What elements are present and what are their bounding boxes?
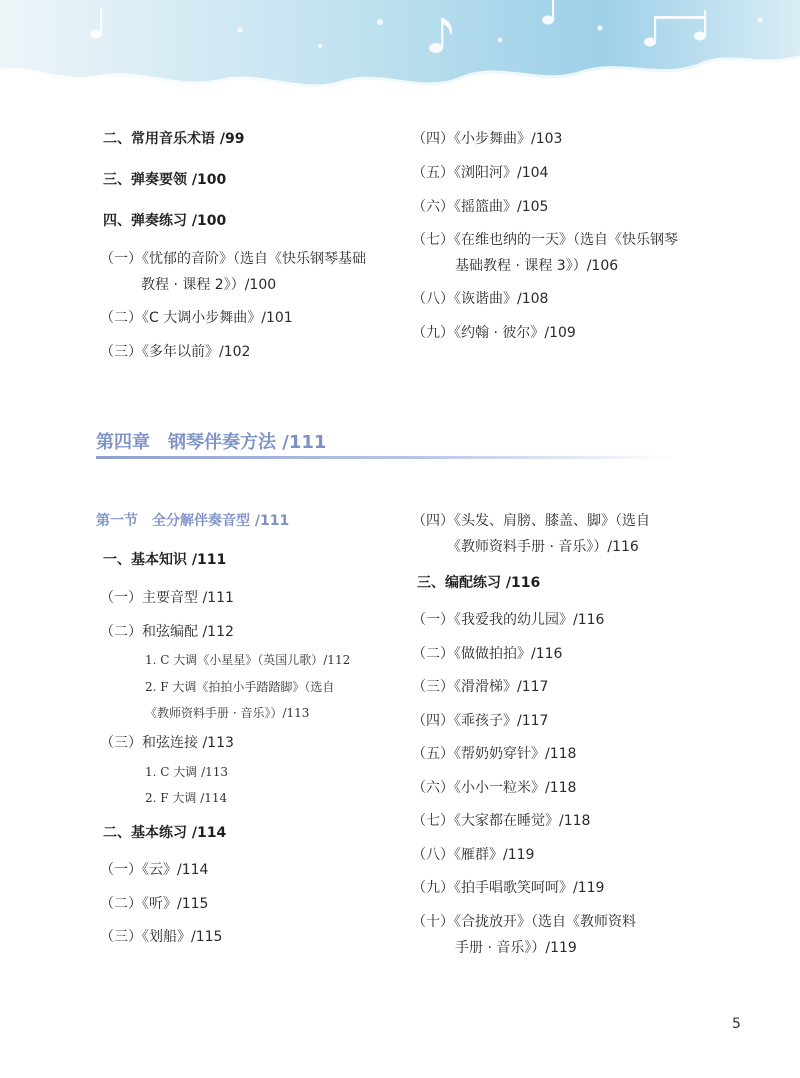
toc-entry[interactable]: （七）《大家都在睡觉》/118 xyxy=(412,813,591,829)
toc-entry[interactable]: （一）《忧郁的音阶》（选自《快乐钢琴基础 xyxy=(100,251,366,267)
toc-entry[interactable]: （五）《浏阳河》/104 xyxy=(412,165,549,181)
toc-entry-continued[interactable]: 基础教程 · 课程 3》）/106 xyxy=(455,258,619,274)
toc-entry[interactable]: （三）和弦连接 /113 xyxy=(100,735,234,751)
toc-entry[interactable]: 1. C 大调 /113 xyxy=(145,765,229,779)
toc-entry[interactable]: （二）《听》/115 xyxy=(100,896,209,912)
chapter-heading[interactable]: 第四章 钢琴伴奏方法 /111 xyxy=(96,432,327,453)
toc-entry[interactable]: （三）《多年以前》/102 xyxy=(100,344,251,360)
toc-entry[interactable]: 2. F 大调 /114 xyxy=(145,791,228,805)
toc-entry[interactable]: （一）主要音型 /111 xyxy=(100,590,234,606)
page-number: 5 xyxy=(732,1016,741,1032)
chapter-divider xyxy=(96,456,676,459)
toc-entry[interactable]: （三）《划船》/115 xyxy=(100,929,223,945)
toc-entry[interactable]: 一、基本知识 /111 xyxy=(103,552,227,568)
toc-entry[interactable]: （三）《滑滑梯》/117 xyxy=(412,679,549,695)
toc-entry[interactable]: （二）《做做拍拍》/116 xyxy=(412,646,563,662)
toc-entry[interactable]: （四）《头发、肩膀、膝盖、脚》（选自 xyxy=(412,513,650,529)
toc-entry[interactable]: 三、弹奏要领 /100 xyxy=(103,172,227,188)
toc-entry[interactable]: （一）《我爱我的幼儿园》/116 xyxy=(412,612,605,628)
toc-entry-continued[interactable]: 教程 · 课程 2》）/100 xyxy=(141,277,277,293)
toc-entry[interactable]: （七）《在维也纳的一天》（选自《快乐钢琴 xyxy=(412,232,678,248)
toc-entry[interactable]: （九）《拍手唱歌笑呵呵》/119 xyxy=(412,880,605,896)
toc-entry[interactable]: 1. C 大调《小星星》（英国儿歌）/112 xyxy=(145,653,351,667)
toc-entry[interactable]: （四）《乖孩子》/117 xyxy=(412,713,549,729)
toc-entry[interactable]: （八）《诙谐曲》/108 xyxy=(412,291,549,307)
toc-entry[interactable]: （六）《摇篮曲》/105 xyxy=(412,199,549,215)
toc-entry[interactable]: （一）《云》/114 xyxy=(100,862,209,878)
toc-entry[interactable]: 2. F 大调《拍拍小手踏踏脚》（选自 xyxy=(145,680,335,694)
toc-entry-continued[interactable]: 《教师资料手册 · 音乐》）/113 xyxy=(145,706,310,720)
toc-entry[interactable]: （五）《帮奶奶穿针》/118 xyxy=(412,746,577,762)
header-banner xyxy=(0,0,800,110)
toc-entry[interactable]: （六）《小小一粒米》/118 xyxy=(412,780,577,796)
toc-entry[interactable]: （九）《约翰 · 彼尔》/109 xyxy=(412,325,576,341)
toc-entry[interactable]: 二、常用音乐术语 /99 xyxy=(103,131,245,147)
toc-entry-continued[interactable]: 《教师资料手册 · 音乐》）/116 xyxy=(447,539,639,555)
toc-entry[interactable]: （二）和弦编配 /112 xyxy=(100,624,234,640)
toc-entry-continued[interactable]: 手册 · 音乐》）/119 xyxy=(455,940,577,956)
toc-entry[interactable]: （四）《小步舞曲》/103 xyxy=(412,131,563,147)
section-heading[interactable]: 第一节 全分解伴奏音型 /111 xyxy=(96,513,290,529)
toc-entry[interactable]: （八）《雁群》/119 xyxy=(412,847,535,863)
toc-entry[interactable]: 四、弹奏练习 /100 xyxy=(103,213,227,229)
toc-entry[interactable]: （二）《C 大调小步舞曲》/101 xyxy=(100,310,293,326)
toc-entry[interactable]: （十）《合拢放开》（选自《教师资料 xyxy=(412,914,636,930)
toc-entry[interactable]: 三、编配练习 /116 xyxy=(417,575,541,591)
toc-entry[interactable]: 二、基本练习 /114 xyxy=(103,825,227,841)
